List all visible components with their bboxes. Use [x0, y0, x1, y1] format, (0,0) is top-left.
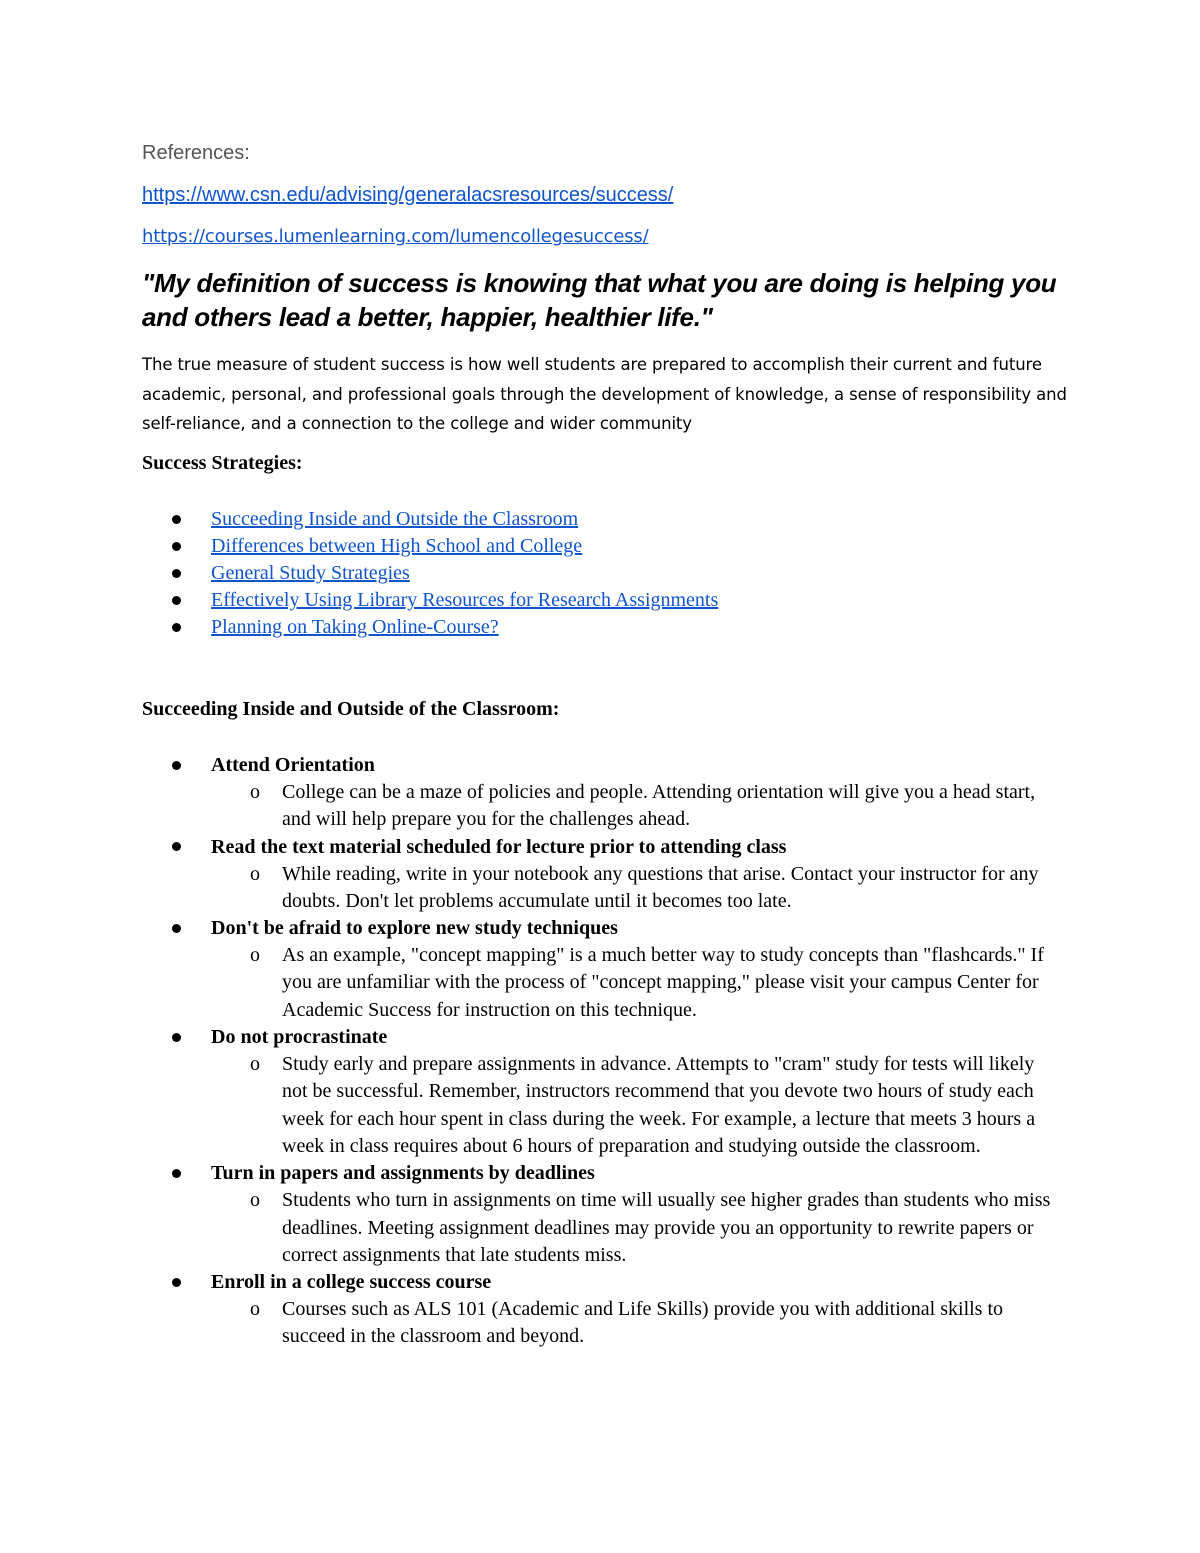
tip-detail: [250, 861, 1062, 916]
tip-title: [172, 752, 1072, 779]
bullet-icon: [172, 542, 181, 551]
sub-bullet-icon: o: [250, 1298, 260, 1321]
tip-detail-text: Students who turn in assignments on time will usually see higher grades than students who miss deadlines. Meeting assignment deadlines may provide you an opportunity to rewrite papers or correct assignments that late students miss.: [282, 1189, 1051, 1266]
tip-title-text: Read the text material scheduled for lecture prior to attending class: [211, 835, 787, 858]
bullet-icon: [172, 596, 181, 605]
list-item: [172, 587, 718, 614]
sub-bullet-icon: o: [250, 781, 260, 803]
bullet-icon: [172, 623, 181, 632]
list-item: [172, 1024, 1072, 1160]
tip-title: [172, 1160, 1072, 1187]
strategy-link-high-school-college[interactable]: Differences between High School and College: [211, 535, 583, 557]
tip-title: [172, 1269, 1072, 1296]
tip-detail-text: As an example, "concept mapping" is a much better way to study concepts than "flashcards." If you are unfamiliar with the process of "concept mapping," please visit your campus Center for Academic Success for instruction on this technique.: [282, 944, 1044, 1021]
list-item: [172, 834, 1072, 916]
tip-detail-text: Study early and prepare assignments in advance. Attempts to "cram" study for tests will likely not be successful. Remember, instructors recommend that you devote two hours of study each week for each hour spent in class during the week. For example, a lecture that meets 3 hours a week in class requires about 6 hours of preparation and studying outside the classroom.: [282, 1053, 1036, 1157]
strategy-link-classroom[interactable]: Succeeding Inside and Outside the Classroom: [211, 508, 579, 530]
tip-title: [172, 915, 1072, 942]
tip-detail: [250, 942, 1062, 1024]
strategy-link-online-course[interactable]: Planning on Taking Online-Course?: [211, 616, 499, 638]
bullet-icon: [172, 1033, 181, 1042]
list-item: [172, 915, 1072, 1024]
bullet-icon: [172, 761, 181, 770]
reference-link-csn[interactable]: https://www.csn.edu/advising/generalacsresources/success/: [142, 184, 674, 206]
list-item: [172, 533, 718, 560]
success-quote: "My definition of success is knowing that what you are doing is helping you and others lead a better, happier, healthier life.": [142, 268, 1057, 332]
strategy-link-study-strategies[interactable]: General Study Strategies: [211, 562, 410, 584]
tip-detail: [250, 779, 1062, 834]
tip-detail: [250, 1187, 1062, 1269]
tip-title-text: Attend Orientation: [211, 754, 375, 776]
sub-bullet-icon: o: [250, 862, 260, 885]
list-item: [172, 752, 1072, 834]
bullet-icon: [172, 924, 181, 933]
tip-title: [172, 1024, 1072, 1051]
bullet-icon: [172, 515, 181, 524]
tip-title-text: Turn in papers and assignments by deadlines: [211, 1162, 595, 1185]
strategy-link-library-resources[interactable]: Effectively Using Library Resources for Research Assignments: [211, 589, 719, 611]
succeeding-classroom-heading: Succeeding Inside and Outside of the Classroom:: [142, 698, 560, 720]
list-item: [172, 1269, 1072, 1351]
sub-bullet-icon: o: [250, 1053, 260, 1076]
tip-detail: [250, 1051, 1062, 1160]
list-item: [172, 506, 718, 533]
tip-title: [172, 834, 1072, 861]
bullet-icon: [172, 1278, 181, 1287]
bullet-icon: [172, 842, 181, 851]
success-strategies-list: [172, 506, 718, 641]
sub-bullet-icon: o: [250, 1189, 260, 1212]
reference-link-lumen[interactable]: https://courses.lumenlearning.com/lumencollegesuccess/: [142, 226, 649, 247]
intro-paragraph: The true measure of student success is how well students are prepared to accomplish their current and future academic, personal, and professional goals through the development of knowledge, a sense of responsibility and self-reliance, and a connection to the college and wider community: [142, 355, 1067, 433]
tip-detail: [250, 1296, 1062, 1351]
tip-detail-text: Courses such as ALS 101 (Academic and Life Skills) provide you with additional skills to succeed in the classroom and beyond.: [282, 1298, 1004, 1348]
bullet-icon: [172, 569, 181, 578]
classroom-tips-list: [172, 752, 1072, 1351]
list-item: [172, 614, 718, 641]
sub-bullet-icon: o: [250, 944, 260, 967]
tip-title-text: Do not procrastinate: [211, 1026, 388, 1049]
tip-title-text: Enroll in a college success course: [211, 1271, 492, 1294]
tip-title-text: Don't be afraid to explore new study techniques: [211, 917, 618, 940]
tip-detail-text: College can be a maze of policies and people. Attending orientation will give you a head start, and will help prepare you for the challenges ahead.: [282, 781, 1036, 831]
list-item: [172, 1160, 1072, 1269]
bullet-icon: [172, 1169, 181, 1178]
tip-detail-text: While reading, write in your notebook any questions that arise. Contact your instructor for any doubts. Don't let problems accumulate until it becomes too late.: [282, 862, 1039, 912]
success-strategies-heading: Success Strategies:: [142, 452, 303, 474]
list-item: [172, 560, 718, 587]
references-label: References:: [142, 142, 250, 164]
